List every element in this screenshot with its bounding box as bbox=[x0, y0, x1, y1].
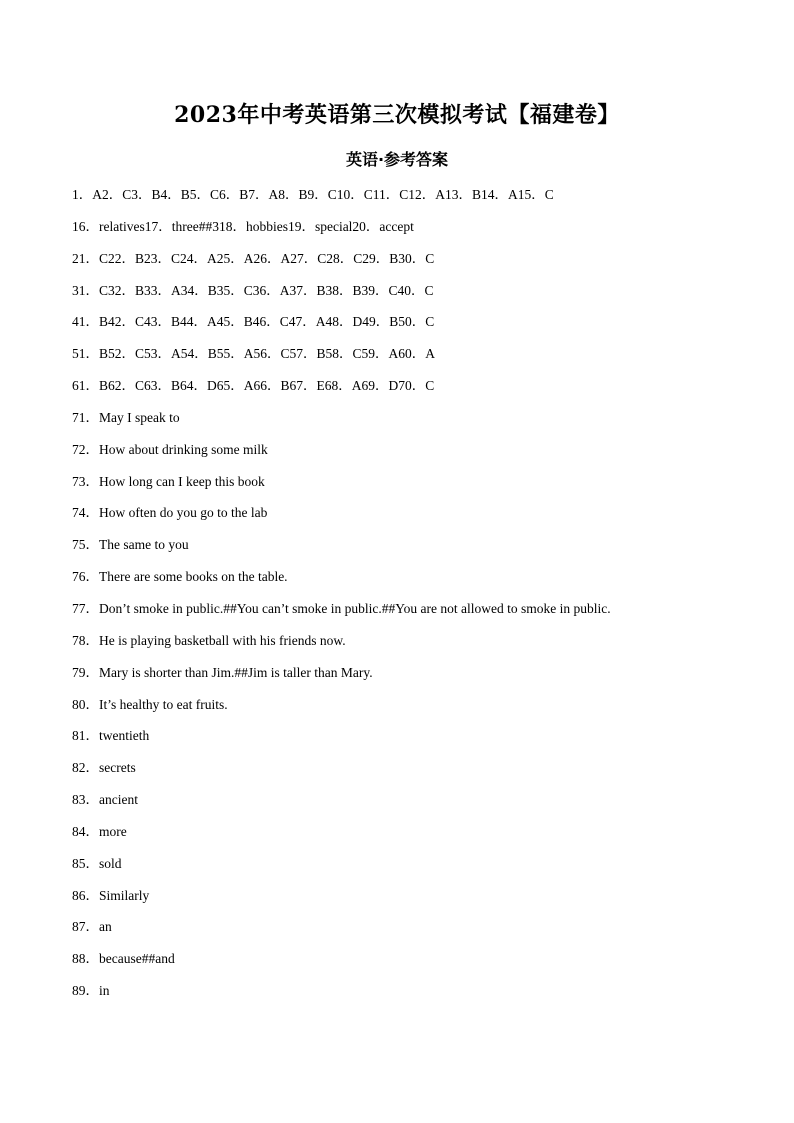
answer-line: 61．B62．C63．B64．D65．A66．B67．E68．A69．D70．C bbox=[72, 378, 435, 394]
answer-line: 86．Similarly bbox=[72, 887, 150, 903]
answer-line: 77．Don’t smoke in public.##You can’t smoke in public.##You are not allowed to smoke in public. bbox=[72, 600, 611, 616]
page-subtitle: 英语·参考答案 bbox=[345, 150, 449, 169]
answer-line: 89．in bbox=[72, 983, 110, 999]
answer-line: 78．He is playing basketball with his friends now. bbox=[72, 632, 346, 648]
answer-line: 71．May I speak to bbox=[72, 409, 180, 425]
answer-line: 83．ancient bbox=[72, 792, 138, 808]
answer-line: 75．The same to you bbox=[72, 537, 189, 553]
answer-line: 74．How often do you go to the lab bbox=[72, 505, 268, 521]
answer-list bbox=[72, 184, 752, 1012]
page-title: 2023年中考英语第三次模拟考试【福建卷】 bbox=[174, 102, 620, 128]
answer-line: 1．A2．C3．B4．B5．C6．B7．A8．B9．C10．C11．C12．A13．B14．A15．C bbox=[72, 187, 554, 202]
answer-line: 84．more bbox=[72, 823, 127, 839]
answer-line: 81．twentieth bbox=[72, 728, 150, 744]
answer-line: 76．There are some books on the table. bbox=[72, 569, 288, 585]
answer-line: 85．sold bbox=[72, 855, 122, 871]
answer-line: 31．C32．B33．A34．B35．C36．A37．B38．B39．C40．C bbox=[72, 282, 434, 298]
answer-line: 80．It’s healthy to eat fruits. bbox=[72, 696, 228, 712]
answer-line: 88．because##and bbox=[72, 951, 175, 967]
answer-line: 79．Mary is shorter than Jim.##Jim is taller than Mary. bbox=[72, 664, 373, 680]
answer-line: 72．How about drinking some milk bbox=[72, 441, 268, 457]
answer-line: 16．relatives17．three##318．hobbies19．special20．accept bbox=[72, 218, 414, 234]
answer-line: 41．B42．C43．B44．A45．B46．C47．A48．D49．B50．C bbox=[72, 314, 435, 330]
answer-line: 73．How long can I keep this book bbox=[72, 473, 265, 489]
answer-line: 82．secrets bbox=[72, 760, 136, 776]
answer-line: 21．C22．B23．C24．A25．A26．A27．C28．C29．B30．C bbox=[72, 250, 435, 266]
answer-line: 51．B52．C53．A54．B55．A56．C57．B58．C59．A60．A bbox=[72, 346, 436, 362]
answer-line: 87．an bbox=[72, 919, 112, 935]
